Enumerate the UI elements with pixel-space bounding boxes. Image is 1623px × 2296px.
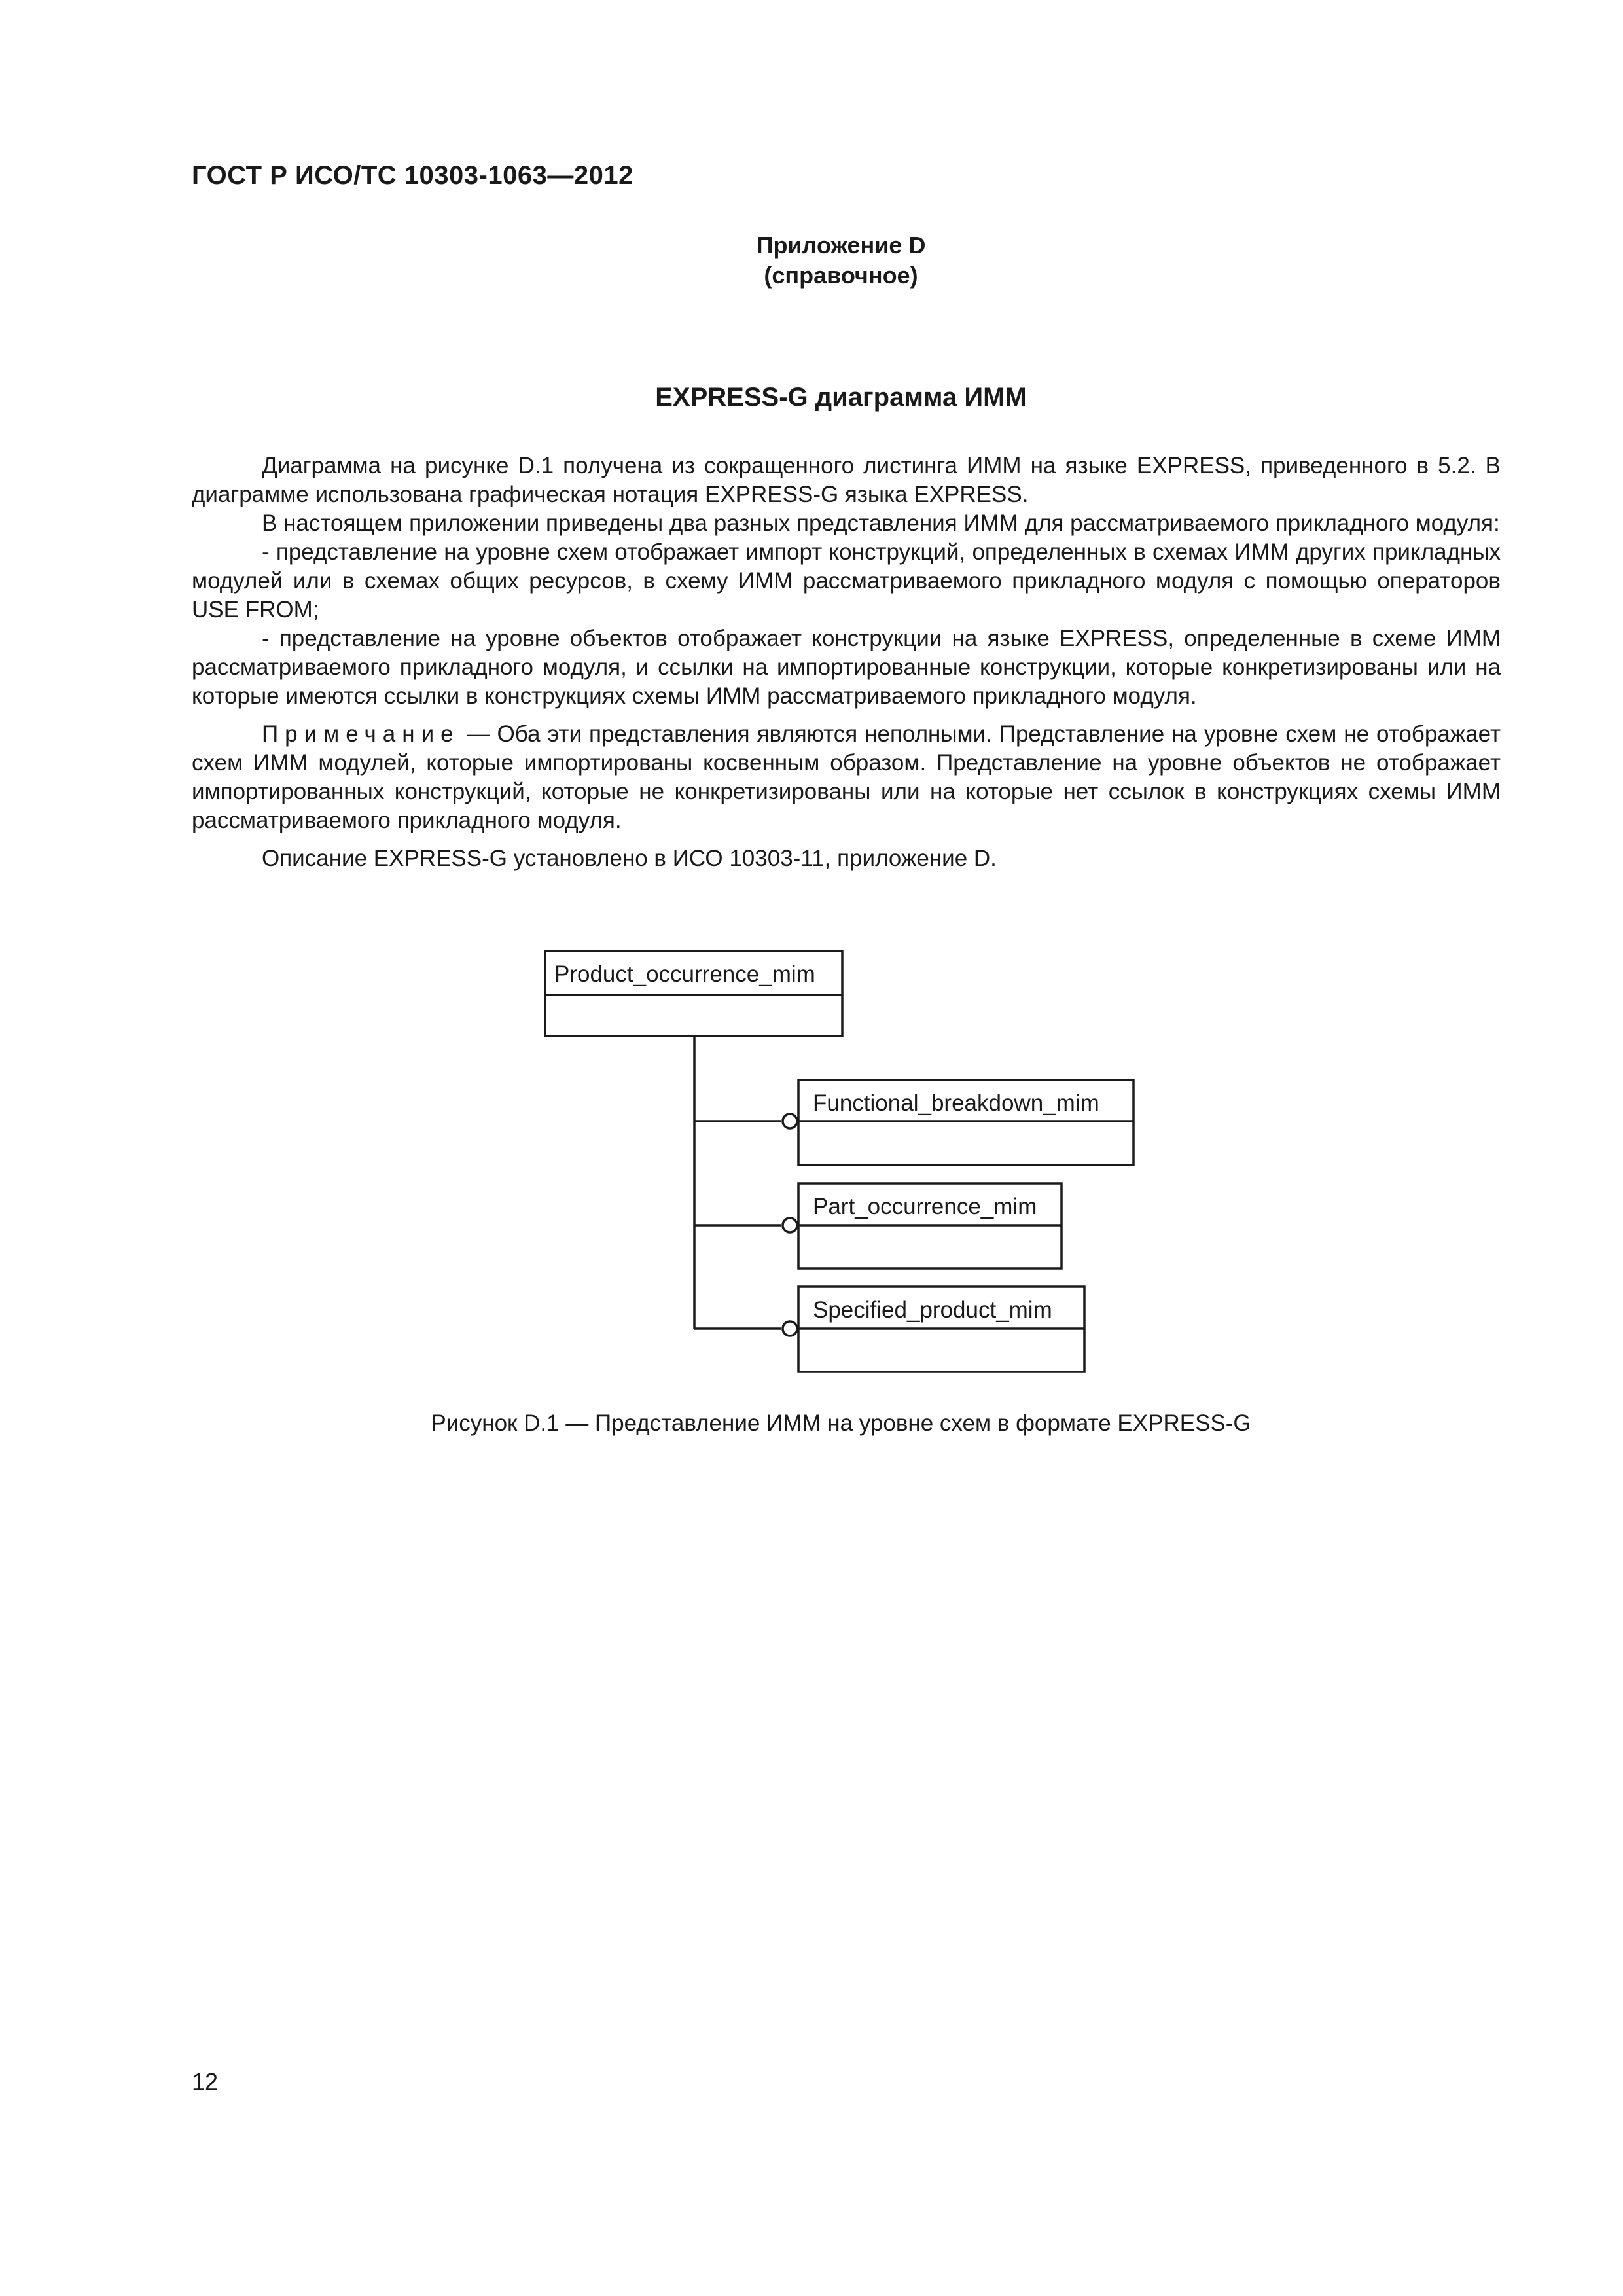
figure-caption: Рисунок D.1 — Представление ИММ на уровне схем в формате EXPRESS-G [431,1410,1251,1436]
schema-box-specified [798,1287,1084,1372]
annex-type: (справочное) [764,262,918,289]
page-number: 12 [192,2068,219,2095]
paragraph: Диаграмма на рисунке D.1 получена из сокращенного листинга ИММ на языке EXPRESS, приведенного в 5.2. В диаграмме использована графическая нотация EXPRESS-G языка EXPRESS. [192,453,1501,507]
note-text: — Оба эти представления являются неполными. Представление на уровне схем не отображает схем ИММ модулей, которые импортированы косвенным образом. Представление на уровне объектов не отображает импортированных конструкций, которые не конкретизированы или на которые нет ссылок в конструкциях схемы ИММ рассматриваемого прикладного модуля. [192,721,1501,833]
paragraph: В настоящем приложении приведены два разных представления ИММ для рассматриваемого прикладного модуля: [262,511,1500,536]
schema-name-root: Product_occurrence_mim [554,961,815,987]
schema-box-part [798,1183,1061,1268]
note-paragraph [192,720,1501,835]
relation-end-circle [783,1218,797,1232]
annex-label: Приложение D [756,232,926,259]
paragraph: Описание EXPRESS-G установлено в ИСО 10303-11, приложение D. [262,846,997,871]
relation-end-circle [783,1321,797,1336]
paragraph: - представление на уровне схем отображает импорт конструкций, определенных в схемах ИММ других прикладных модулей или в схемах общих ресурсов, в схему ИММ рассматриваемого прикладного модуля с помощью операторов USE FROM; [192,539,1501,622]
schema-name-imported: Functional_breakdown_mim [813,1090,1099,1116]
body-text [192,452,1501,873]
schema-name-imported: Specified_product_mim [813,1297,1052,1323]
schema-box-root [545,951,842,1036]
note-label: Примечание [262,721,460,747]
relation-end-circle [783,1114,797,1128]
schema-name-imported: Part_occurrence_mim [813,1194,1037,1219]
paragraph: - представление на уровне объектов отображает конструкции на языке EXPRESS, определенные в схеме ИММ рассматриваемого прикладного модуля, и ссылки на импортированные конструкции, которые конкретизированы или на которые имеются ссылки в конструкциях схемы ИММ рассматриваемого прикладного модуля. [192,626,1501,709]
section-title: EXPRESS-G диаграмма ИММ [655,383,1027,412]
schema-box-functional [798,1080,1133,1165]
document-header: ГОСТ Р ИСО/ТС 10303-1063—2012 [192,161,633,190]
